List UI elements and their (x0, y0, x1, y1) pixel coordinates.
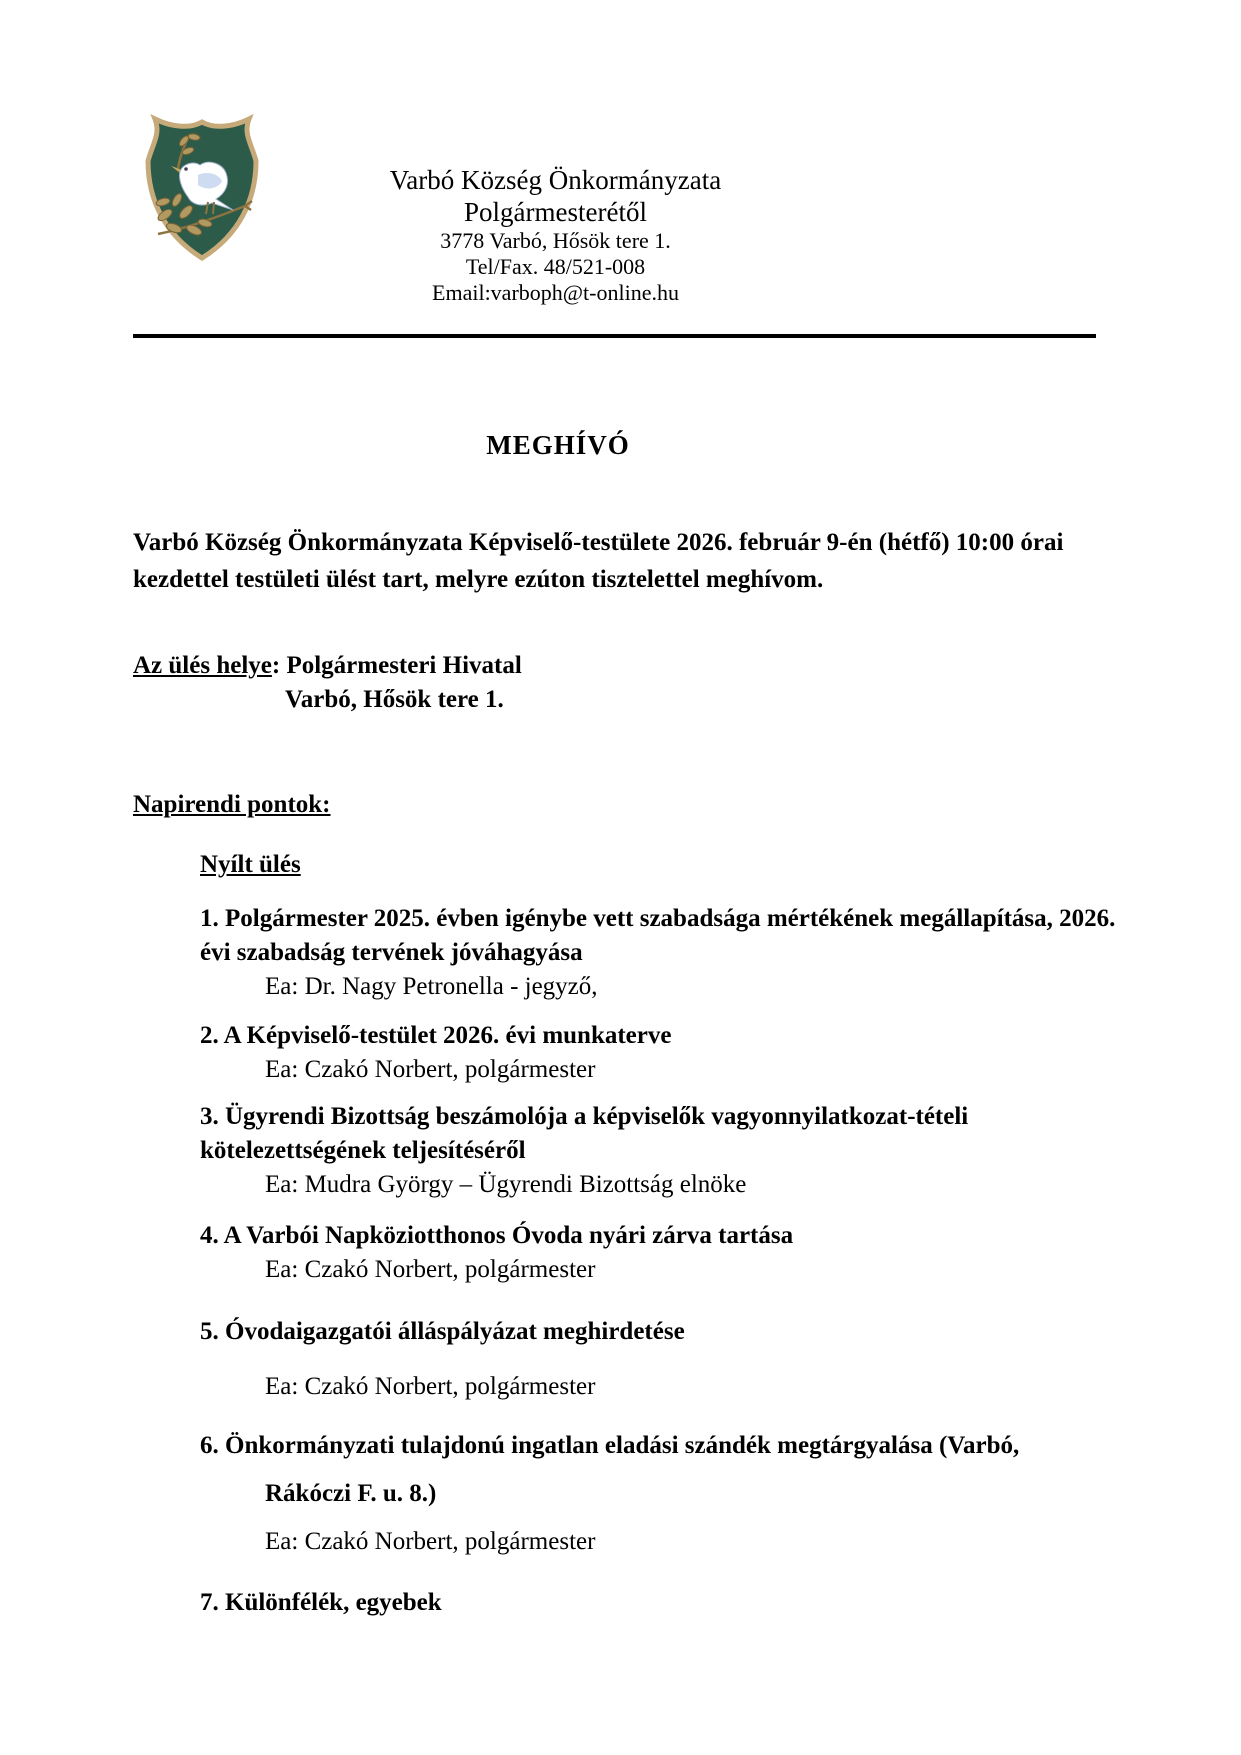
agenda-item-title: 4. A Varbói Napköziotthonos Óvoda nyári zárva tartása (200, 1222, 794, 1249)
agenda-item-title-line2: Rákóczi F. u. 8.) (265, 1480, 437, 1507)
agenda-item-3 (200, 1100, 1122, 1202)
agenda-item-title: 5. Óvodaigazgatói álláspályázat meghirdetése (200, 1318, 685, 1345)
org-telfax: Tel/Fax. 48/521-008 (465, 254, 646, 279)
intro-paragraph: Varbó Község Önkormányzata Képviselő-testülete 2026. február 9-én (hétfő) 10:00 órai kezdettel testületi ülést tart, melyre ezúton tisztelettel meghívom. (133, 529, 1064, 593)
agenda-item-presenter: Ea: Mudra György – Ügyrendi Bizottság elnöke (265, 1171, 747, 1198)
location-label: Az ülés helye (133, 652, 272, 679)
org-name-line2: Polgármesterétől (464, 197, 647, 227)
org-name-line1: Varbó Község Önkormányzata (389, 165, 722, 195)
org-address: 3778 Varbó, Hősök tere 1. (440, 228, 671, 253)
agenda-item-5 (200, 1315, 1122, 1404)
agenda-item-6 (200, 1429, 1122, 1559)
agenda-item-title: 6. Önkormányzati tulajdonú ingatlan eladási szándék megtárgyalása (Varbó, (200, 1432, 1020, 1459)
agenda-item-title: 7. Különfélék, egyebek (200, 1589, 442, 1616)
org-email: Email:varboph@t-online.hu (432, 280, 679, 305)
location-value: Polgármesteri Hivatal (286, 652, 522, 679)
agenda-item-2 (200, 1019, 1122, 1087)
agenda-item-title: 3. Ügyrendi Bizottság beszámolója a képviselők vagyonnyilatkozat-tételi kötelezettségének teljesítéséről (200, 1103, 969, 1164)
agenda-item-7 (200, 1586, 1122, 1620)
agenda-heading: Napirendi pontok: (133, 791, 331, 818)
letterhead (133, 164, 978, 306)
agenda-item-presenter: Ea: Czakó Norbert, polgármester (265, 1528, 596, 1555)
agenda-item-1 (200, 902, 1122, 1004)
session-type-heading: Nyílt ülés (200, 851, 301, 878)
agenda-item-presenter: Ea: Dr. Nagy Petronella - jegyző, (265, 973, 598, 1000)
location-separator: : (271, 652, 287, 679)
agenda-item-title: 2. A Képviselő-testület 2026. évi munkaterve (200, 1022, 672, 1049)
agenda-item-4 (200, 1219, 1122, 1287)
location-value-line2: Varbó, Hősök tere 1. (285, 686, 504, 713)
agenda-item-presenter: Ea: Czakó Norbert, polgármester (265, 1373, 596, 1400)
meeting-location-line1 (133, 649, 1033, 683)
meeting-location (133, 649, 1033, 717)
header-divider (133, 334, 1096, 338)
agenda-item-presenter: Ea: Czakó Norbert, polgármester (265, 1256, 596, 1283)
agenda-item-presenter: Ea: Czakó Norbert, polgármester (265, 1056, 596, 1083)
document-title: MEGHÍVÓ (486, 430, 630, 460)
agenda-item-title: 1. Polgármester 2025. évben igénybe vett szabadsága mértékének megállapítása, 2026. évi szabadság tervének jóváhagyása (200, 905, 1116, 966)
